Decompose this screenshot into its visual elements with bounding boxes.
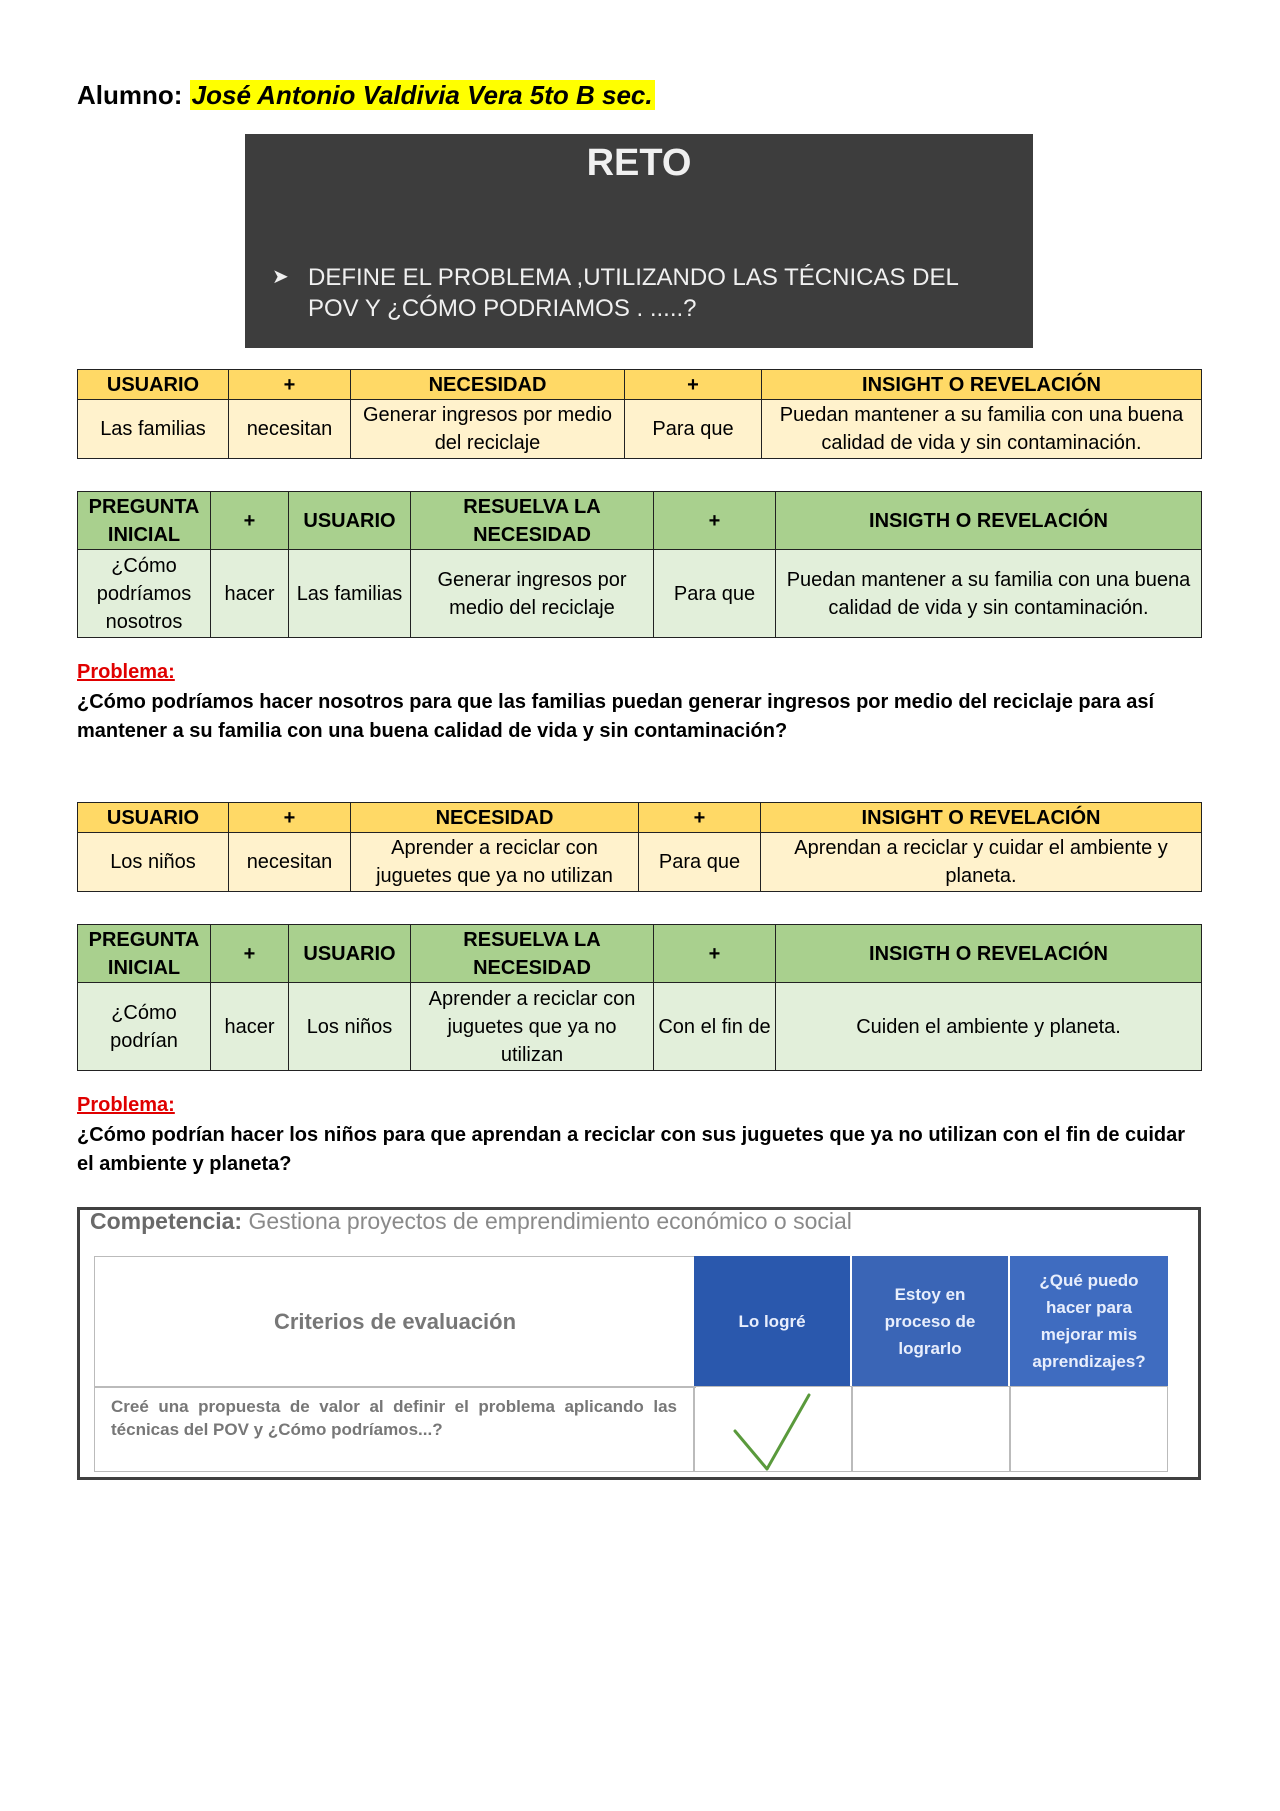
- cp1-header-pregunta: PREGUNTA INICIAL: [78, 492, 211, 550]
- reto-title: RETO: [586, 142, 692, 184]
- problem-1-text: ¿Cómo podríamos hacer nosotros para que las familias puedan generar ingresos por medio del reciclaje para así mantener a su familia con una buena calidad de vida y sin contaminación?: [77, 691, 1155, 742]
- cell-en-proceso: [852, 1386, 1010, 1472]
- pov1-header-usuario: USUARIO: [78, 370, 229, 400]
- cp2-cell-necesidad: Aprender a reciclar con juguetes que ya no utilizan: [411, 983, 654, 1071]
- como-podriamos-table-1: [77, 491, 1202, 638]
- student-line: [77, 80, 655, 111]
- pov1-cell-verb: necesitan: [229, 400, 351, 459]
- pov-table-2: [77, 802, 1202, 892]
- problem-1-label: Problema:: [77, 661, 175, 683]
- cp2-header-usuario: USUARIO: [289, 925, 411, 983]
- competencia-label: Competencia:: [90, 1208, 243, 1234]
- pov-table-1: [77, 369, 1202, 459]
- arrow-bullet-icon: ➤: [272, 266, 289, 288]
- problem-2-label: Problema:: [77, 1094, 175, 1116]
- evaluation-rubric: [77, 1207, 1201, 1480]
- reto-banner: [245, 134, 1033, 348]
- pov2-header-usuario: USUARIO: [78, 803, 229, 833]
- cp1-cell-usuario: Las familias: [289, 550, 411, 638]
- cp2-cell-verb: hacer: [211, 983, 289, 1071]
- cp2-cell-insight: Cuiden el ambiente y planeta.: [776, 983, 1202, 1071]
- student-name: José Antonio Valdivia Vera 5to B sec.: [191, 80, 653, 110]
- pov1-cell-usuario: Las familias: [78, 400, 229, 459]
- pov2-header-insight: INSIGHT O REVELACIÓN: [761, 803, 1202, 833]
- reto-bullet-text: DEFINE EL PROBLEMA ,UTILIZANDO LAS TÉCNICAS DEL POV Y ¿CÓMO PODRIAMOS . .....?: [308, 264, 958, 322]
- problem-2-text: ¿Cómo podrían hacer los niños para que aprendan a reciclar con sus juguetes que ya no utilizan con el fin de cuidar el ambiente y planeta?: [77, 1124, 1186, 1175]
- student-label: Alumno:: [77, 80, 183, 110]
- como-podriamos-table-2: [77, 924, 1202, 1071]
- col-lo-logre-label: Lo logré: [738, 1311, 806, 1331]
- competencia-text: Gestiona proyectos de emprendimiento económico o social: [248, 1208, 852, 1234]
- criteria-header: Criterios de evaluación: [94, 1256, 696, 1388]
- col-mejorar-label: ¿Qué puedo hacer para mejorar mis aprendizajes?: [1032, 1271, 1146, 1371]
- col-lo-logre: [694, 1256, 850, 1386]
- criterion-text: Creé una propuesta de valor al definir el problema aplicando las técnicas del POV y ¿Cómo podríamos...?: [94, 1386, 694, 1472]
- pov2-header-plus-2: +: [639, 803, 761, 833]
- checkmark-icon: [695, 1387, 853, 1473]
- cp2-header-pregunta: PREGUNTA INICIAL: [78, 925, 211, 983]
- pov1-header-necesidad: NECESIDAD: [351, 370, 625, 400]
- pov2-cell-usuario: Los niños: [78, 833, 229, 892]
- cp2-header-plus-2: +: [654, 925, 776, 983]
- cp2-header-resuelva: RESUELVA LA NECESIDAD: [411, 925, 654, 983]
- pov2-cell-insight: Aprendan a reciclar y cuidar el ambiente y planeta.: [761, 833, 1202, 892]
- cp1-header-plus-1: +: [211, 492, 289, 550]
- cp2-header-plus-1: +: [211, 925, 289, 983]
- cp1-cell-pregunta: ¿Cómo podríamos nosotros: [78, 550, 211, 638]
- pov1-cell-connector: Para que: [625, 400, 762, 459]
- cp2-cell-pregunta: ¿Cómo podrían: [78, 983, 211, 1071]
- cp2-cell-usuario: Los niños: [289, 983, 411, 1071]
- competencia-line: [90, 1208, 852, 1235]
- cp1-cell-necesidad: Generar ingresos por medio del reciclaje: [411, 550, 654, 638]
- cp1-header-usuario: USUARIO: [289, 492, 411, 550]
- cp2-cell-connector: Con el fin de: [654, 983, 776, 1071]
- cp1-header-resuelva: RESUELVA LA NECESIDAD: [411, 492, 654, 550]
- pov1-cell-necesidad: Generar ingresos por medio del reciclaje: [351, 400, 625, 459]
- cp1-header-plus-2: +: [654, 492, 776, 550]
- pov2-header-plus-1: +: [229, 803, 351, 833]
- cell-mejorar: [1010, 1386, 1168, 1472]
- cp2-header-insight: INSIGTH O REVELACIÓN: [776, 925, 1202, 983]
- pov2-cell-verb: necesitan: [229, 833, 351, 892]
- cp1-cell-connector: Para que: [654, 550, 776, 638]
- pov1-cell-insight: Puedan mantener a su familia con una buena calidad de vida y sin contaminación.: [762, 400, 1202, 459]
- cp1-cell-verb: hacer: [211, 550, 289, 638]
- col-mejorar: [1010, 1256, 1168, 1386]
- pov1-header-insight: INSIGHT O REVELACIÓN: [762, 370, 1202, 400]
- reto-instruction: [272, 262, 1012, 324]
- cp1-header-insight: INSIGTH O REVELACIÓN: [776, 492, 1202, 550]
- col-en-proceso: [852, 1256, 1008, 1386]
- pov1-header-plus-2: +: [625, 370, 762, 400]
- pov2-header-necesidad: NECESIDAD: [351, 803, 639, 833]
- pov2-cell-connector: Para que: [639, 833, 761, 892]
- cp1-cell-insight: Puedan mantener a su familia con una buena calidad de vida y sin contaminación.: [776, 550, 1202, 638]
- col-en-proceso-label: Estoy en proceso de lograrlo: [884, 1284, 976, 1358]
- pov1-header-plus-1: +: [229, 370, 351, 400]
- cell-lo-logre: [694, 1386, 852, 1472]
- pov2-cell-necesidad: Aprender a reciclar con juguetes que ya no utilizan: [351, 833, 639, 892]
